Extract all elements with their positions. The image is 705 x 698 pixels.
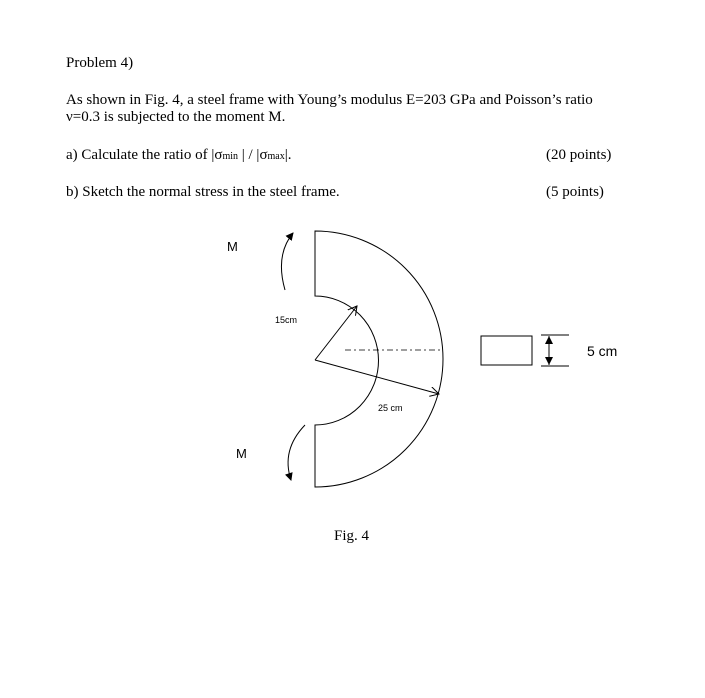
problem-intro-line-1: As shown in Fig. 4, a steel frame with Young’s modulus E=203 GPa and Poisson’s ratio [66,92,593,108]
problem-title: Problem 4) [66,55,134,71]
dimension-arrow-up [545,336,553,344]
cross-section-rect [481,336,532,365]
part-b-question: b) Sketch the normal stress in the steel frame. [66,184,340,200]
inner-radius-label: 15cm [275,315,298,325]
moment-top-label: M [227,239,238,254]
inner-radius-line [315,306,357,360]
figure-caption: Fig. 4 [334,528,370,544]
problem-intro-line-2: ν=0.3 is subjected to the moment M. [66,109,286,125]
sigma-min-subscript: min [222,151,239,162]
section-height-label: 5 cm [587,343,618,359]
sigma-max-subscript: max [267,151,285,162]
part-b-points: (5 points) [546,184,604,200]
moment-top-arrow [281,233,293,290]
moment-bottom-label: M [236,446,247,461]
part-a-text-after: |. [284,147,292,163]
outer-radius-label: 25 cm [378,403,403,413]
part-a-text-middle: | / |σ [238,147,268,163]
part-a-points: (20 points) [546,147,612,163]
steel-frame-outline [315,231,443,487]
moment-bottom-arrow [288,425,305,480]
outer-radius-line [315,360,439,394]
part-a-text-before: a) Calculate the ratio of |σ [66,147,223,163]
dimension-arrow-down [545,357,553,365]
